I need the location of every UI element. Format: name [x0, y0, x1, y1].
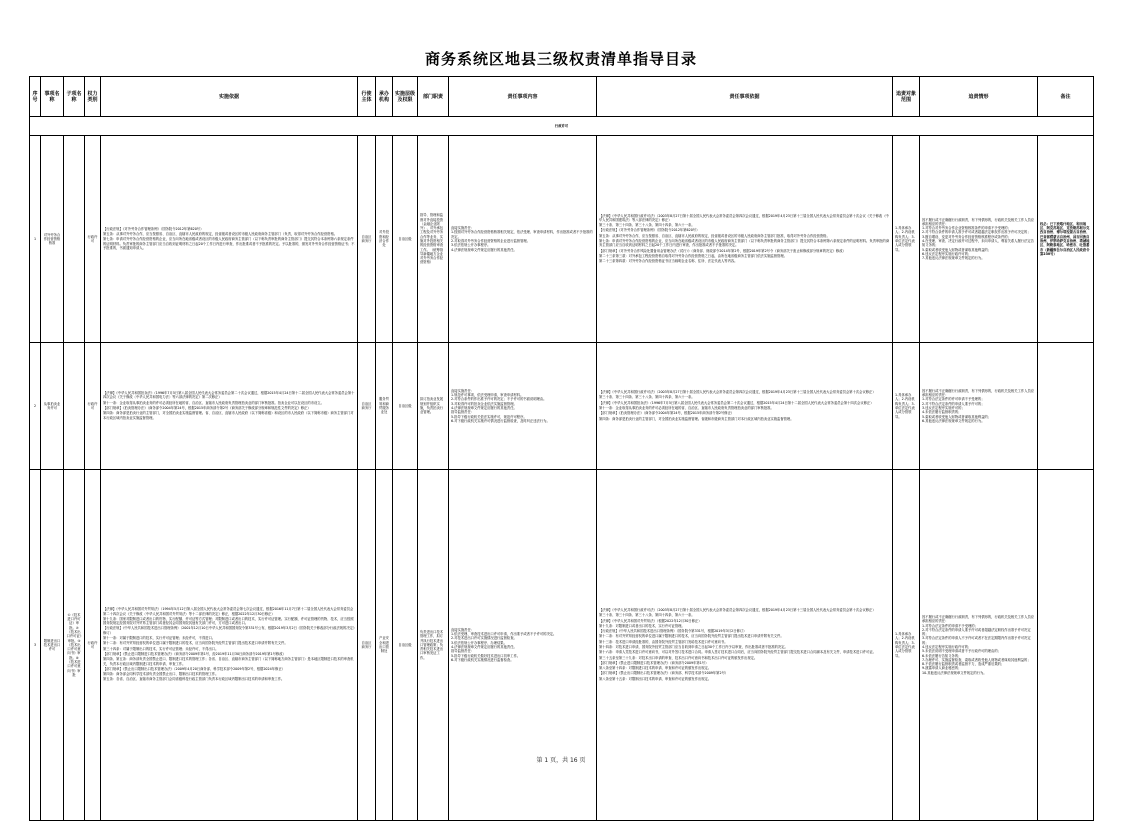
cell-basis — [101, 136, 358, 343]
table-row — [30, 343, 1094, 470]
cell-duty: 指导、管理和监督对外直接投资（金融企业除外）、对外承包工程及对外劳务合作等业务，实施对外投资相关的经营资格审查工作。（统筹指导新疆地方企业对外劳务合作经营资格） — [418, 136, 449, 343]
cell-note — [1038, 343, 1094, 470]
resp-basis-paragraph: 第十二条：有对外贸易经营权的单位进口属于限制进口的技术，应当向国务院外经贸主管部门提出技术进口申请并附有关文件。 — [599, 634, 784, 639]
cell-seq: 2 — [30, 343, 41, 470]
cell-type: 行政许可 — [85, 136, 101, 343]
cell-subitem — [64, 136, 85, 343]
cell-seq: 3 — [30, 470, 41, 821]
basis-paragraph: 【行政法规】《对外劳务合作管理条例》（国务院令2012年第620号） — [103, 226, 204, 231]
resp-basis-paragraph: 第十四条：对技术进口申请，国务院外经贸主管部门应当自收到申请之日起30个工作日内予以审查，作出批准或者不批准的决定。 — [599, 645, 788, 649]
header-acc-case: 追责情形 — [920, 77, 1038, 117]
cell-subject: 自治区商务厅 — [358, 470, 376, 821]
header-note: 备注 — [1038, 77, 1094, 117]
cell-resp: 直接实施责任： 1.依法受理、审查技术进出口许可申请，作出准予或者不予许可的决定。 2.对技术进出口许可实施情况进行监督检查。 3.依法依规公开办事程序、办理结果。 4.法律法规规章文件规定应履行的其他责任。 指导监督责任： 5.指导下级行政机关做好技术进出口初审工作。 6.对下级行政机关实施情况进行监督检查。 — [449, 470, 597, 821]
basis-paragraph: 第十二条：有对外贸易经营权的单位进口属于限制进口的技术，应当向国务院外经贸主管部门提出技术进口申请并附有关文件。 — [103, 641, 288, 646]
resp-basis-paragraph: 第十六条：申请人凭技术进口许可意向书，可以对外签订技术进口合同。申请人签订技术进口合同后，应当向国务院外经贸主管部门提交技术进口合同副本及有关文件，申请技术进口许可证。 — [599, 650, 876, 655]
basis-paragraph: 第四条、第五条：商务部负责全国禁止进口、限制进口技术的管理工作；各省、自治区、直辖市商务主管部门（以下简称地方商务主管部门）是本地区限制进口技术的审查机关，负责本行政区域内限制进口技术的申请、审查工作。 — [103, 657, 354, 666]
basis-paragraph: 【部门规章】《禁止进口限制进口技术管理办法》（商务部令2009年第1号，经2019年11月30日商务部令2019年第1号修改） — [103, 651, 286, 656]
basis-paragraph: 第四条：商务部会同科学技术部负责全国禁止出口、限制出口技术的管理工作。 — [103, 672, 219, 677]
page-footer: 第 1 页，共 16 页 — [536, 757, 586, 764]
header-type: 权力类别 — [85, 77, 101, 117]
cell-acc-case: 因不履行或不正确履行行政职责，有下列情形的，行政机关及相关工作人员应承担相应的责任： 1.对符合法定条件的申请不予受理的； 2.对不符合法定条件的申请人准予许可或者超越法定职权作出准予许可决定的； 3.对符合法定条件的申请人不予许可或者不在法定期限内作出准予许可决定的； 4.违反法定程序实施行政许可的； 5.未依法说明不受理申请或者不予行政许可的理由的； 6.未依法履行告知义务的； 7.办理许可、实施监督检查，索取或者收受他人财物或者谋取其他利益的； 8.不依法履行监督职责或者监督不力，造成严重后果的； 9.泄露申请人商业秘密的； 10.其他违反法律法规规章文件规定的行为。 — [920, 470, 1038, 821]
cell-resp: 直接实施责任： 1.按照对外劳务合作经营资格核准相关规定，依法受理、审查申请材料，作出批准或者不予批准的决定。 2.对取得对外劳务合作经营资格的企业进行监督管理。 3.依法依规公开办事程序。 4.法律法规规章文件规定应履行的其他责任。 — [449, 136, 597, 343]
cell-acc-scope: 1.具体承办人；2.内设机构负责人；3.单位法定代表人或分管领导。 — [893, 470, 920, 821]
resp-basis-paragraph: 第三十五条至第三十九条：对技术出口申请的审查、技术出口许可意向书和技术出口许可证的颁发作出规定。 — [599, 655, 758, 660]
resp-basis-paragraph: 第八条至第十五条：对限制出口技术的申请、审查和许可证的颁发作出规定。 — [599, 676, 712, 681]
section-row — [30, 117, 1094, 136]
cell-acc-scope: 1.具体承办人；2.内设机构负责人；3.单位法定代表人或分管领导。 — [893, 343, 920, 470]
basis-paragraph: 第四条：商务部是拍卖行业的主管部门，对全国拍卖业实施监督管理。省、自治区、直辖市人民政府（以下简称省级）和设区的市人民政府（以下简称市级）商务主管部门对本行政区域内拍卖业实施监督管理。 — [103, 411, 354, 420]
resp-basis-paragraph: 【法律】《中华人民共和国行政许可法》（2003年8月27日第十届全国人民代表大会常务委员会第四次会议通过，根据2019年4月23日第十三届全国人民代表大会常务委员会第十次会议修正） — [599, 607, 876, 612]
cell-note: 权必：已下放喀什地区、和田地区、阿克苏地区、克孜勒苏柯尔克孜自治州、博尔塔拉蒙古自治州、巴音郭楞蒙古自治州、昌吉回族自治州、伊犁哈萨克自治州、塔城地区、阿勒泰地区、哈密市、吐鲁番市（新疆维吾尔自治区人民政府令第230号） — [1038, 136, 1094, 343]
cell-agency: 产业安全和进出口管制处 — [376, 470, 393, 821]
basis-paragraph: 第五条：各省、自治区、直辖市商务主管部门会同省级科技行政主管部门负责本行政区域内限制出口技术的申请和审查工作。 — [103, 677, 285, 682]
cell-acc-case: 因不履行或不正确履行行政职责，有下列情形的，行政机关及相关工作人员应承担相应的责任： 1.对符合法定条件的许可申请不予受理的； 2.对不符合法定条件的申请人准予许可的； 3.违反法定程序实施许可的； 4.未依法履行监督职责的； 5.索取或者收受他人财物或者谋取其他利益的； 6.其他违反法律法规规章文件规定的行为。 — [920, 343, 1038, 470]
basis-paragraph: 第十一条：企业取得从事拍卖业务的许可必须经所在地的省、自治区、直辖市人民政府负责管理拍卖业的部门审核批准。拍卖企业可以在设区的市设立。 — [103, 400, 324, 405]
cell-resp-basis — [597, 470, 893, 821]
header-item: 事项名称 — [41, 77, 64, 117]
resp-basis-paragraph: 【部门规章】《禁止出口限制出口技术管理办法》（商务部、科学技术部令2009年第2号） — [599, 671, 729, 676]
cell-item: 限制进出口技术进出口许可 — [41, 470, 64, 821]
cell-level: 自治区级 — [393, 343, 418, 470]
cell-agency: 服务贸易和商贸服务业处 — [376, 343, 393, 470]
basis-paragraph: 【行政法规】《中华人民共和国技术进出口管理条例》（2001年12月10日中华人民共和国国务院令第331号公布，根据2019年3月2日《国务院关于修改部分行政法规的决定》修订） — [103, 626, 355, 635]
header-resp: 责任事项内容 — [449, 77, 597, 117]
header-resp-basis: 责任事项依据 — [597, 77, 893, 117]
resp-basis-paragraph: 【行政法规】《对外劳务合作管理条例》（国务院令2012年第620号） — [599, 228, 700, 233]
basis-paragraph: 【法律】《中华人民共和国拍卖法》（1996年7月5日第八届全国人民代表大会常务委员会第二十次会议通过，根据2015年4月24日第十二届全国人民代表大会常务委员会第十四次会议《关于修改〈中华人民共和国电力法〉等六部法律的决定》第二次修正） — [103, 391, 355, 400]
cell-resp: 直接实施责任： 1.规范许可事项，依法受理申请，审查申请材料。 2.对符合条件的作出准予许可的决定；不予许可的书面说明理由。 3.对取得许可的拍卖企业依法实施监督管理。 4.法律法规规章文件规定应履行的其他责任。 指导监督责任： 5.指导下级行政机关依法实施许可，规范许可程序。 6.对下级行政机关实施许可情况进行监督检查，及时纠正违法行为。 — [449, 343, 597, 470]
section-title: 行政许可 — [30, 117, 1094, 136]
cell-item: 对外劳务合作经营资格核准 — [41, 136, 64, 343]
cell-level: 自治区级 — [393, 470, 418, 821]
resp-basis-paragraph: 【法律】《中华人民共和国行政许可法》（2003年8月27日第十届全国人民代表大会常务委员会第四次会议通过，根据2019年4月23日第十三届全国人民代表大会常务委员会第十次会议修正） — [599, 390, 876, 395]
cell-subject: 自治区商务厅 — [358, 136, 376, 343]
resp-basis-paragraph: 【部门规章】《对外劳务合作风险处置备用金管理办法（试行）》（商务部、财政部令2014年第2号，根据2019年第2号令《商务部关于废止和修改部分规章的决定》修改） — [599, 248, 846, 253]
basis-paragraph: 第十一条：对属于限制进口的技术，实行许可证管理；未经许可，不得进口。 — [103, 636, 216, 641]
resp-basis-paragraph: 第十三条：技术进口申请经批准的，由国务院外经贸主管部门发给技术进口许可意向书。 — [599, 639, 728, 644]
basis-paragraph: 【部门规章】《拍卖管理办法》（商务部令2004年第24号，根据2015年商务部令第2号《商务部关于修改部分规章和规范性文件的决定》修正） — [103, 406, 311, 410]
cell-type: 行政许可 — [85, 470, 101, 821]
cell-type: 行政许可 — [85, 343, 101, 470]
resp-basis-paragraph: 【部门规章】《禁止进口限制进口技术管理办法》（商务部令2009年第1号） — [599, 660, 709, 665]
basis-paragraph: 第五条：从事对外劳务合作，应当按照省、自治区、直辖市人民政府的规定，经省级或者设区的市级人民政府商务主管部门（负责，取得对外劳务合作经营资格。 — [103, 232, 338, 237]
cell-acc-scope: 1.具体承办人；2.内设机构负责人；3.单位法定代表人或分管领导。 — [893, 136, 920, 343]
resp-basis-paragraph: 【部门规章】《拍卖管理办法》（商务部令2004年第24号，根据2015年商务部令第2号修正） — [599, 411, 735, 416]
basis-paragraph: 第七条：申请对外劳务合作经营资格的企业，应当向所在地省级或者设区的市级人民政府商务主管部门（以下称负责审批的商务主管部门）提交其符合本条例第六条规定条件的证明材料。负责审批的商务主管部门应当自收到证明材料之日起20个工作日内进行审查，作出批准或者不予批准的决定。予以批准的，颁发对外劳务合作经营资格证书；不予批准的，书面通知申请人。 — [103, 237, 355, 250]
power-list-table — [29, 76, 1094, 821]
page-title: 商务系统区地县三级权责清单指导目录 — [424, 50, 697, 68]
cell-agency: 对外投资和经济合作处 — [376, 136, 393, 343]
resp-basis-paragraph: 第八条至第十四条：对限制进口技术的申请、审查和许可证的颁发作出规定。 — [599, 666, 712, 671]
resp-basis-paragraph: 第二十三条第四款：对外劳务合作经营资格证书应当载明企业名称、住所、法定代表人等内容。 — [599, 259, 738, 264]
cell-level: 自治区级 — [393, 136, 418, 343]
cell-subitem: ①《技术进口许可证》审批。②《技术出口许可证》审批。③《技术出口许可意向书》审批。④《技术进口许可意向书》审批 — [64, 470, 85, 821]
table-row — [30, 470, 1094, 821]
cell-subject: 自治区商务厅 — [358, 343, 376, 470]
header-subitem: 子项名称 — [64, 77, 85, 117]
resp-basis-paragraph: 第三十条、第三十四条、第三十八条、第四十四条、第六十一条。 — [599, 395, 695, 400]
resp-basis-paragraph: 第三十条、第三十四条、第三十八条、第四十四条、第六十一条。 — [599, 223, 695, 228]
table-header-row — [30, 77, 1094, 117]
resp-basis-paragraph: 第五条：从事对外劳务合作，应当按照省、自治区、直辖市人民政府的规定，经省级或者设区的市级人民政府商务主管部门批准，取得对外劳务合作经营资格。 — [599, 233, 830, 238]
cell-basis — [101, 343, 358, 470]
basis-paragraph: 第三十四条：对属于限制出口的技术，实行许可证管理；未经许可，不得出口。 — [103, 646, 219, 651]
resp-basis-paragraph: 第七条：申请对外劳务合作经营资格的企业，应当向所在地省级或者设区的市级人民政府商务主管部门（以下称负责审批的商务主管部门）提交其符合本条例第六条规定条件的证明材料。负责审批的商务主管部门应当自收到证明材料之日起20个工作日内进行审查，作出批准或者不予批准的决定。 — [599, 239, 890, 248]
basis-paragraph: 第十九条：国家对限制进口或者出口的货物，实行配额、许可证等方式管理；对限制进口或者出口的技术，实行许可证管理。实行配额、许可证管理的货物、技术，应当按照国务院规定经国务院对外贸易主管部门或者经其会同国务院其他有关部门许可，方可进口或者出口。 — [103, 616, 354, 626]
header-basis: 实施依据 — [101, 77, 358, 117]
header-subject: 行使主体 — [358, 77, 376, 117]
cell-basis — [101, 470, 358, 821]
header-acc-scope: 追责对象范围 — [893, 77, 920, 117]
header-seq: 序号 — [30, 77, 41, 117]
resp-basis-paragraph: 【法律】《中华人民共和国行政许可法》（2003年8月27日第十届全国人民代表大会常务委员会第四次会议通过，根据2019年4月23日第十三届全国人民代表大会常务委员会第十次会议《关于修改〈中华人民共和国建筑法〉等八部法律的决定》修正） — [599, 213, 889, 222]
cell-item: 从事拍卖业务许可 — [41, 343, 64, 470]
cell-subitem — [64, 343, 85, 470]
resp-basis-paragraph: 第四条：商务部是拍卖行业的主管部门，对全国拍卖业实施监督管理。省级和市级商务主管部门对本行政区域内拍卖业实施监督管理。 — [599, 416, 794, 421]
basis-paragraph: 【法律】《中华人民共和国对外贸易法》（1994年5月12日第八届全国人民代表大会常务委员会第七次会议通过，根据2016年11月7日第十二届全国人民代表大会常务委员会第二十四次会议《关于修改〈中华人民共和国对外贸易法〉等十二部法律的决定》修正，根据2022年12月30日修正） — [103, 607, 354, 616]
header-duty: 部门职责 — [418, 77, 449, 117]
resp-basis-paragraph: 第三十条、第三十四条、第三十八条、第四十四条、第六十一条。 — [599, 613, 695, 618]
cell-duty: 拟订拍卖业发展规划并组织实施，负责拍卖行业管理。 — [418, 343, 449, 470]
cell-duty: 负责进出口技术管理工作，拟订并执行技术进出口管理政策；负责相关技术进出口审核发证工作。 — [418, 470, 449, 821]
resp-basis-paragraph: 第十九条：对限制进口或者出口的技术，实行许可证管理。 — [599, 623, 685, 628]
resp-basis-paragraph: 【法律】《中华人民共和国对外贸易法》（根据2022年12月30日修正） — [599, 618, 702, 623]
cell-seq: 1 — [30, 136, 41, 343]
cell-resp-basis — [597, 343, 893, 470]
resp-basis-paragraph: 第二十三条第三款：对外承包工程经营资格自取得对外劳务合作经营资格之日起，由所在地省级商务主管部门依法实施监督管理。 — [599, 253, 787, 258]
cell-acc-case: 因不履行或不正确履行行政职责，有下列情形的，行政机关及相关工作人员应承担相应的责任： 1.对符合对外劳务合作企业资格核准条件的申请不予受理的； 2.对不符合条件的申请人准予许可或者超越法定职权作出准予许可决定的； 3.擅自增设、变更对外劳务合作经营资格核准程序或条件的； 4.在受理、审查、决定行政许可过程中，未向申请人、利害关系人履行法定告知义务的； 5.索取或者收受他人财物或者谋取其他利益的； 6.违反法定程序实施行政许可的； 7.其他违反法律法规规章文件规定的行为。 — [920, 136, 1038, 343]
table-row — [30, 136, 1094, 343]
cell-resp-basis — [597, 136, 893, 343]
cell-note — [1038, 470, 1094, 821]
resp-basis-paragraph: 第十一条：企业取得从事拍卖业务的许可必须经所在地的省、自治区、直辖市人民政府负责管理拍卖业的部门审核批准。 — [599, 406, 774, 410]
resp-basis-paragraph: 【法律】《中华人民共和国拍卖法》（1996年7月5日第八届全国人民代表大会常务委员会第二十次会议通过，根据2015年4月24日第十二届全国人民代表大会常务委员会第十四次会议修正） — [599, 400, 874, 405]
header-level: 实施层级及权限 — [393, 77, 418, 117]
basis-paragraph: 【部门规章】《禁止出口限制出口技术管理办法》（2009年4月20日商务部、科学技术部令2009年第2号，根据2024年修正） — [103, 666, 285, 671]
resp-basis-paragraph: 【行政法规】《中华人民共和国技术进出口管理条例》（国务院令第331号，根据2019年3月2日修订） — [599, 629, 747, 634]
header-agency: 承办机构 — [376, 77, 393, 117]
